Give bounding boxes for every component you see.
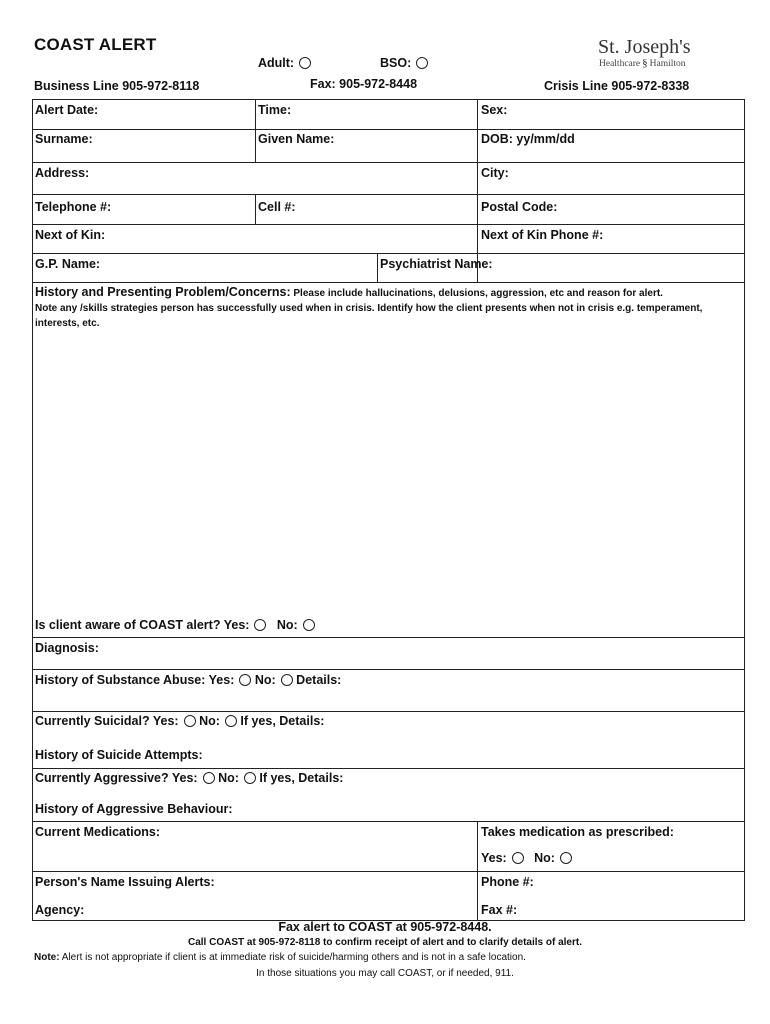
fax-number: Fax: 905-972-8448 [310, 77, 418, 91]
aggressive-yes-radio[interactable] [203, 772, 215, 784]
medication-yes-radio[interactable] [512, 852, 524, 864]
footer-note-text: Alert is not appropriate if client is at immediate risk of suicide/harming others and is not in a safe location. [59, 952, 526, 963]
substance-no-radio[interactable] [281, 674, 293, 686]
postal-code-label: Postal Code: [481, 200, 558, 214]
gp-name-label: G.P. Name: [35, 257, 101, 271]
cell-label: Cell #: [258, 200, 296, 214]
aggressive-yes-label: Yes: [171, 771, 198, 785]
history-section [35, 285, 740, 331]
logo-sub-left: Healthcare [599, 59, 641, 69]
medication-options [481, 851, 572, 865]
crisis-line: Crisis Line 905-972-8338 [544, 79, 690, 93]
bso-label: BSO: [380, 56, 412, 70]
footer-note [34, 952, 526, 963]
adult-option [258, 56, 311, 70]
substance-details-label: Details: [296, 673, 342, 687]
issuer-phone-label: Phone #: [481, 875, 534, 889]
business-line: Business Line 905-972-8118 [34, 79, 200, 93]
suicide-attempts-label: History of Suicide Attempts: [35, 748, 203, 762]
substance-label: History of Substance Abuse: [35, 673, 206, 687]
history-text-area[interactable] [34, 330, 742, 616]
suicidal-no-label: No: [199, 714, 220, 728]
aggressive-no-radio[interactable] [244, 772, 256, 784]
issuer-fax-label: Fax #: [481, 903, 518, 917]
history-instructions-2: Note any /skills strategies person has successfully used when in crisis. Identify how the client presents when not in crisis e.g. temperament, interests, etc. [35, 303, 703, 329]
suicidal-yes-label: Yes: [152, 714, 179, 728]
form-title: COAST ALERT [34, 35, 157, 54]
next-of-kin-label: Next of Kin: [35, 228, 106, 242]
city-label: City: [481, 166, 509, 180]
medication-no-label: No: [534, 851, 555, 865]
aware-no-radio[interactable] [303, 619, 315, 631]
aware-label: Is client aware of COAST alert? [35, 618, 221, 632]
next-of-kin-phone-label: Next of Kin Phone #: [481, 228, 604, 242]
footer-fax-instruction: Fax alert to COAST at 905-972-8448. [278, 920, 492, 934]
substance-no-label: No: [254, 673, 276, 687]
footer-note-label: Note: [34, 952, 60, 963]
suicidal-yes-radio[interactable] [184, 715, 196, 727]
suicidal-question [35, 714, 324, 728]
medication-yes-label: Yes: [481, 851, 507, 865]
psychiatrist-name-label: Psychiatrist Name: [380, 257, 493, 271]
suicidal-label: Currently Suicidal? [35, 714, 150, 728]
adult-label: Adult: [258, 56, 295, 70]
bso-radio[interactable] [416, 57, 428, 69]
suicidal-no-radio[interactable] [225, 715, 237, 727]
aware-yes-radio[interactable] [254, 619, 266, 631]
aggressive-label: Currently Aggressive? [35, 771, 169, 785]
footer-call-instruction: Call COAST at 905-972-8118 to confirm receipt of alert and to clarify details of alert. [187, 937, 582, 948]
medications-label: Current Medications: [35, 825, 161, 839]
sex-label: Sex: [481, 103, 508, 117]
aware-question [35, 618, 315, 632]
agency-label: Agency: [35, 903, 85, 917]
medication-no-radio[interactable] [560, 852, 572, 864]
takes-medication-label: Takes medication as prescribed: [481, 825, 674, 839]
logo-subtitle [599, 57, 686, 69]
logo-swash-icon: § [642, 57, 648, 69]
substance-question [35, 673, 341, 687]
aware-yes-label: Yes: [223, 618, 250, 632]
bso-option [380, 56, 428, 70]
alert-date-label: Alert Date: [35, 103, 99, 117]
footer-emergency: In those situations you may call COAST, or if needed, 911. [256, 968, 514, 979]
history-instructions-1: Please include hallucinations, delusions, aggression, etc and reason for alert. [293, 288, 663, 299]
adult-radio[interactable] [299, 57, 311, 69]
surname-label: Surname: [35, 132, 93, 146]
suicidal-details-label: If yes, Details: [240, 714, 325, 728]
substance-yes-label: Yes: [208, 673, 235, 687]
dob-label: DOB: yy/mm/dd [481, 132, 575, 146]
aware-no-label: No: [276, 618, 298, 632]
diagnosis-label: Diagnosis: [35, 641, 99, 655]
issuer-name-label: Person's Name Issuing Alerts: [35, 875, 215, 889]
given-name-label: Given Name: [258, 132, 335, 146]
aggressive-no-label: No: [218, 771, 239, 785]
aggressive-details-label: If yes, Details: [259, 771, 344, 785]
address-label: Address: [35, 166, 90, 180]
aggressive-question [35, 771, 343, 785]
substance-yes-radio[interactable] [239, 674, 251, 686]
history-heading: History and Presenting Problem/Concerns: [35, 285, 291, 299]
time-label: Time: [258, 103, 292, 117]
aggressive-history-label: History of Aggressive Behaviour: [35, 802, 233, 816]
logo-sub-right: Hamilton [649, 59, 686, 69]
logo-title: St. Joseph's [598, 36, 691, 58]
telephone-label: Telephone #: [35, 200, 112, 214]
